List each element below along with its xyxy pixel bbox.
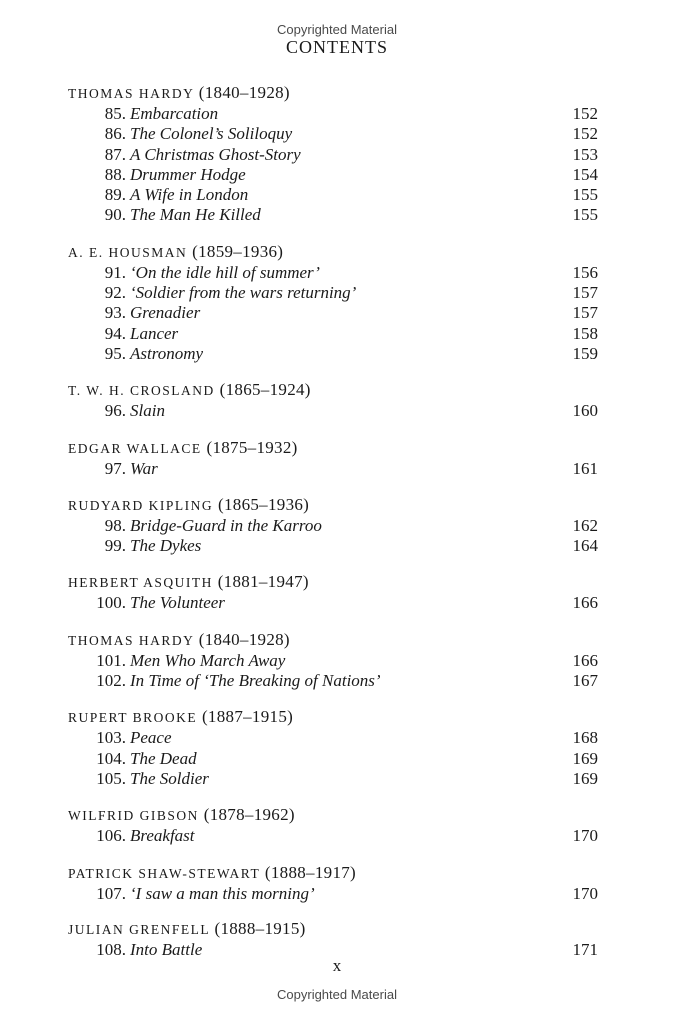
toc-section xyxy=(68,571,598,613)
toc-entry[interactable] xyxy=(68,728,598,748)
entry-title: Astronomy xyxy=(130,343,204,363)
entry-title: ‘Soldier from the wars returning’ xyxy=(130,283,357,303)
toc-entry[interactable] xyxy=(68,516,598,536)
entry-page: 170 xyxy=(572,883,598,903)
author-name: THOMAS HARDY xyxy=(68,632,194,648)
entry-number: 106. xyxy=(96,826,126,846)
page-folio: x xyxy=(332,956,342,975)
entry-title: A Wife in London xyxy=(130,185,249,205)
entry-number: 87. xyxy=(104,144,126,164)
entry-page: 169 xyxy=(572,748,598,768)
entry-title: Embarcation xyxy=(130,104,219,123)
author-heading xyxy=(68,494,598,516)
entry-page: 157 xyxy=(572,303,598,323)
author-heading xyxy=(68,379,598,401)
entry-page: 161 xyxy=(572,458,598,478)
entry-number: 108. xyxy=(96,939,126,959)
entry-title: Into Battle xyxy=(130,939,203,959)
author-heading xyxy=(68,706,598,728)
author-name: RUPERT BROOKE xyxy=(68,710,198,726)
page-title: CONTENTS xyxy=(286,37,388,57)
entry-number: 99. xyxy=(104,536,126,556)
toc-entry[interactable] xyxy=(68,769,598,789)
entry-number: 98. xyxy=(104,515,126,535)
author-heading xyxy=(68,629,598,651)
author-name: THOMAS HARDY xyxy=(68,86,194,101)
entry-number: 92. xyxy=(104,283,126,303)
entry-title: The Man He Killed xyxy=(130,205,261,225)
entry-page: 160 xyxy=(572,401,598,421)
entry-page: 167 xyxy=(572,671,598,691)
toc-entry[interactable] xyxy=(68,536,598,556)
entry-number: 102. xyxy=(96,671,126,691)
entry-title: Slain xyxy=(130,401,165,421)
entry-number: 96. xyxy=(104,401,126,421)
author-name: WILFRID GIBSON xyxy=(68,808,199,824)
entry-page: 166 xyxy=(572,650,598,670)
entry-page: 164 xyxy=(572,536,598,556)
author-dates: (1875–1932) xyxy=(206,437,298,457)
entry-page: 152 xyxy=(572,124,598,144)
author-dates: (1859–1936) xyxy=(192,241,284,261)
entry-page: 168 xyxy=(572,728,598,748)
entry-page: 155 xyxy=(572,205,598,225)
toc-entry[interactable] xyxy=(68,749,598,769)
entry-title: Lancer xyxy=(130,323,179,343)
toc-entry[interactable] xyxy=(68,826,598,846)
toc-entry[interactable] xyxy=(68,344,598,364)
entry-title: The Soldier xyxy=(130,768,209,788)
toc-entry[interactable] xyxy=(68,593,598,613)
entry-title: ‘On the idle hill of summer’ xyxy=(130,262,320,282)
entry-number: 100. xyxy=(96,593,126,613)
entry-title: Drummer Hodge xyxy=(130,164,246,184)
toc-section xyxy=(68,379,598,421)
toc-entry[interactable] xyxy=(68,671,598,691)
toc-entry[interactable] xyxy=(68,185,598,205)
toc-entry[interactable] xyxy=(68,401,598,421)
entry-page: 154 xyxy=(572,164,598,184)
author-heading xyxy=(68,241,598,263)
author-heading xyxy=(68,571,598,593)
entry-page: 166 xyxy=(572,593,598,613)
author-heading xyxy=(68,82,598,104)
author-dates: (1865–1936) xyxy=(218,494,310,514)
watermark-top: Copyrighted Material xyxy=(277,22,397,37)
entry-page: 170 xyxy=(572,826,598,846)
entry-title: The Dykes xyxy=(130,536,202,556)
author-name: PATRICK SHAW-STEWART xyxy=(68,865,261,881)
toc-section xyxy=(68,804,598,846)
entry-number: 95. xyxy=(104,343,126,363)
author-dates: (1888–1917) xyxy=(264,862,357,882)
toc-entry[interactable] xyxy=(68,165,598,185)
author-dates: (1865–1924) xyxy=(219,380,311,400)
entry-number: 89. xyxy=(104,185,126,205)
toc-entry[interactable] xyxy=(68,459,598,479)
toc-entry[interactable] xyxy=(68,884,598,904)
entry-number: 90. xyxy=(104,205,126,225)
entry-page: 169 xyxy=(572,768,598,788)
author-dates: (1881–1947) xyxy=(217,572,309,592)
author-dates: (1878–1962) xyxy=(203,805,295,825)
author-heading xyxy=(68,437,598,459)
entry-number: 105. xyxy=(96,768,126,788)
entry-page: 171 xyxy=(572,939,598,959)
toc-entry[interactable] xyxy=(68,283,598,303)
entry-number: 97. xyxy=(104,458,126,478)
entry-page: 159 xyxy=(572,343,598,363)
entry-number: 107. xyxy=(96,883,126,903)
toc-entry[interactable] xyxy=(68,124,598,144)
entry-number: 85. xyxy=(104,104,126,123)
entry-title: Breakfast xyxy=(130,826,195,846)
entry-page: 158 xyxy=(572,323,598,343)
toc-section xyxy=(68,862,598,904)
entry-title: In Time of ‘The Breaking of Nations’ xyxy=(130,671,381,691)
entry-page: 152 xyxy=(572,104,598,123)
entry-title: Peace xyxy=(130,728,172,748)
author-dates: (1840–1928) xyxy=(198,629,290,649)
toc-section xyxy=(68,494,598,557)
entry-title: The Dead xyxy=(130,748,197,768)
entry-title: A Christmas Ghost-Story xyxy=(130,144,301,164)
author-name: HERBERT ASQUITH xyxy=(68,575,213,591)
table-of-contents xyxy=(68,68,598,960)
author-heading xyxy=(68,918,598,940)
toc-entry[interactable] xyxy=(68,145,598,165)
author-dates: (1888–1915) xyxy=(214,918,306,938)
toc-section xyxy=(68,629,598,692)
toc-entry[interactable] xyxy=(68,263,598,283)
entry-number: 103. xyxy=(96,728,126,748)
entry-number: 88. xyxy=(104,164,126,184)
toc-entry[interactable] xyxy=(68,324,598,344)
toc-section xyxy=(68,437,598,479)
watermark-bottom: Copyrighted Material xyxy=(277,987,397,1002)
author-dates: (1840–1928) xyxy=(198,83,290,102)
entry-title: Bridge-Guard in the Karroo xyxy=(130,515,322,535)
entry-page: 153 xyxy=(572,144,598,164)
author-heading xyxy=(68,862,598,884)
toc-entry[interactable] xyxy=(68,104,598,124)
entry-number: 93. xyxy=(104,303,126,323)
entry-title: Grenadier xyxy=(130,303,201,323)
entry-page: 155 xyxy=(572,185,598,205)
toc-entry[interactable] xyxy=(68,303,598,323)
entry-number: 101. xyxy=(96,650,126,670)
entry-title: ‘I saw a man this morning’ xyxy=(130,883,315,903)
author-name: RUDYARD KIPLING xyxy=(68,497,214,513)
entry-page: 157 xyxy=(572,283,598,303)
author-name: T. W. H. CROSLAND xyxy=(68,383,215,399)
entry-title: Men Who March Away xyxy=(130,650,286,670)
entry-title: The Volunteer xyxy=(130,593,225,613)
author-name: EDGAR WALLACE xyxy=(68,440,202,456)
author-dates: (1887–1915) xyxy=(201,707,294,727)
entry-number: 104. xyxy=(96,748,126,768)
entry-page: 156 xyxy=(572,262,598,282)
entry-number: 86. xyxy=(104,124,126,144)
author-name: A. E. HOUSMAN xyxy=(68,244,188,260)
toc-section xyxy=(68,918,598,960)
author-name: JULIAN GRENFELL xyxy=(68,921,210,937)
entry-title: War xyxy=(130,458,158,478)
entry-number: 94. xyxy=(104,323,126,343)
toc-entry[interactable] xyxy=(68,651,598,671)
entry-number: 91. xyxy=(104,262,126,282)
entry-title: The Colonel’s Soliloquy xyxy=(130,124,293,144)
toc-section xyxy=(68,241,598,364)
toc-section xyxy=(68,82,598,226)
toc-section xyxy=(68,706,598,789)
author-heading xyxy=(68,804,598,826)
entry-page: 162 xyxy=(572,515,598,535)
toc-entry[interactable] xyxy=(68,205,598,225)
